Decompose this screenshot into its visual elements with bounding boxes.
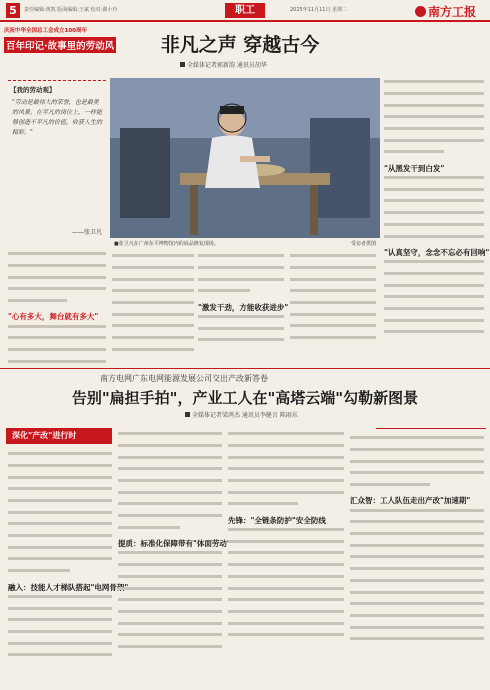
column-logo bbox=[4, 26, 115, 76]
story2-column-1 bbox=[8, 450, 129, 686]
edit-info: 责任编辑:黄凯 版面编辑:王斌 校对:谢小玲 bbox=[24, 7, 118, 13]
page-number: 5 bbox=[6, 3, 20, 18]
story2-headline: 告别"扁担手拍"，产业工人在"高塔云端"勾勒新图景 bbox=[71, 389, 419, 407]
story1-column-2 bbox=[112, 252, 194, 366]
story1-column-4 bbox=[290, 252, 376, 366]
story1-byline: 全媒体记者郭新韵 通讯员胡华 bbox=[180, 60, 267, 69]
quote-text: "劳动是最伟大的荣誉，也是最美的风景。在平凡的岗位上，一样能够创造不平凡的价值，收获人生的精彩。" bbox=[12, 99, 103, 136]
column-logo-caption: 庆祝中华全国总工会成立100周年 bbox=[4, 28, 87, 34]
story2-column-3 bbox=[228, 430, 344, 686]
story2-column-2 bbox=[118, 430, 231, 686]
issue-date: 2025年11月11日 星期二 bbox=[290, 7, 348, 13]
story1-column-1 bbox=[8, 250, 106, 366]
story1-subhead-2: "激发干劲，方能收获进步" bbox=[198, 302, 289, 312]
story1-headline: 非凡之声 穿越古今 bbox=[160, 34, 320, 56]
masthead bbox=[0, 0, 490, 22]
story1-subhead-4: "认真坚守，念念不忘必有回响" bbox=[384, 247, 490, 257]
story2-subhead-3: 先锋："全链条防护"安全防线 bbox=[228, 515, 326, 525]
story2-subhead-4: 汇众智：工人队伍走出产改"加速期" bbox=[350, 496, 471, 506]
story1-subhead-3: "从黑发干到白发" bbox=[384, 163, 445, 173]
quote-title: 【我的劳动观】 bbox=[10, 86, 56, 94]
bullet-square-icon bbox=[180, 62, 185, 67]
story2-subhead-1: 融入：技能人才梯队搭起"电网骨架" bbox=[8, 582, 129, 592]
column-logo-title: 百年印记·故事里的劳动风 bbox=[4, 37, 116, 53]
story1-subhead-1: "心有多大，舞台就有多大" bbox=[8, 312, 99, 322]
story2-box-title: 深化"产改"进行时 bbox=[6, 428, 112, 444]
photo-illustration bbox=[110, 78, 380, 238]
section-separator bbox=[0, 368, 490, 369]
story2-byline: 全媒体记者梁鸿杰 通讯员李健言 陈雨东 bbox=[185, 410, 298, 419]
story2-kicker: 南方电网广东电网能源发展公司交出产改新答卷 bbox=[100, 374, 268, 383]
logo-mark-icon bbox=[415, 6, 426, 17]
decorative-rule bbox=[376, 428, 486, 429]
story1-photo bbox=[110, 78, 380, 238]
quote-box bbox=[8, 80, 106, 242]
story1-column-3 bbox=[198, 252, 289, 366]
quote-signature: ——张卫凡 bbox=[71, 229, 102, 236]
newspaper-logo: 南方工报 bbox=[415, 3, 476, 20]
story2-column-4 bbox=[350, 434, 484, 686]
section-tag: 职工 bbox=[225, 3, 265, 18]
story1-column-5 bbox=[384, 78, 490, 366]
photo-credit: 受访者供图 bbox=[350, 241, 376, 247]
photo-caption: ■张卫凡在广州东平博物馆内的展品修复现场。 受访者供图 bbox=[114, 241, 376, 247]
story2-subhead-2: 提质：标准化保障带有"体面劳动" bbox=[118, 539, 231, 549]
bullet-square-icon bbox=[185, 412, 190, 417]
caption-square-icon: ■ bbox=[114, 241, 119, 247]
